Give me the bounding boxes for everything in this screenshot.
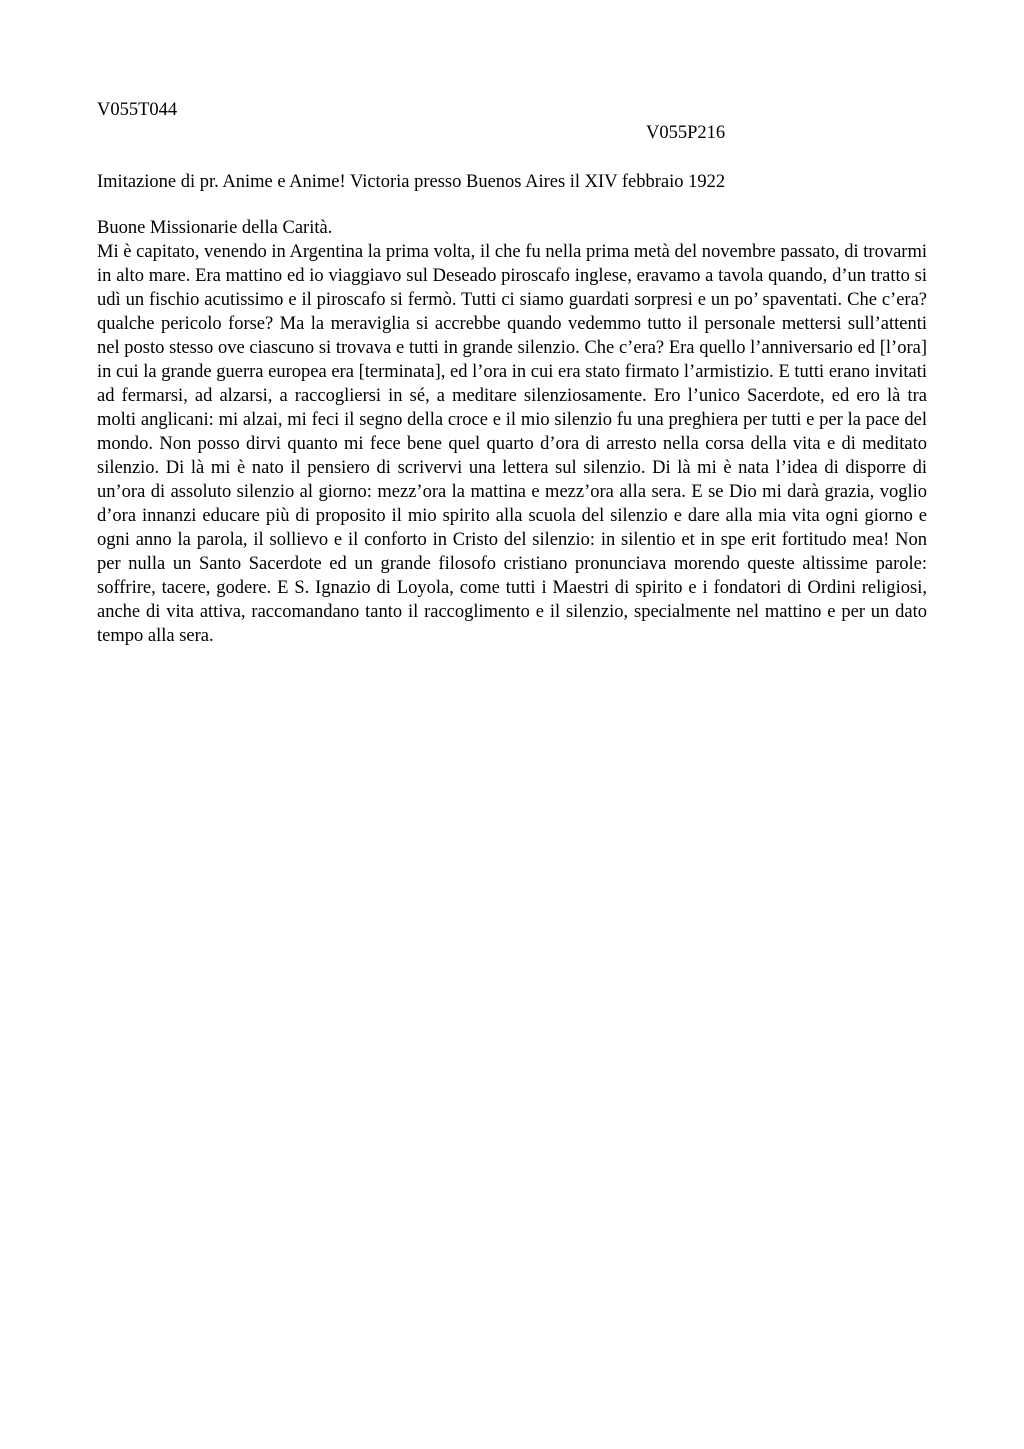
page-code: V055P216 [646, 123, 726, 143]
letter-body-paragraph: Mi è capitato, venendo in Argentina la prima volta, il che fu nella prima metà del novembre passato, di trovarmi in alto mare. Era mattino ed io viaggiavo sul Deseado piroscafo inglese, eravamo a tavola quando, d’un tratto si udì un fischio acutissimo e il piroscafo si fermò. Tutti ci siamo guardati sorpresi e un po’ spaventati. Che c’era? qualche pericolo forse? Ma la meraviglia si accrebbe quando vedemmo tutto il personale mettersi sull’attenti nel posto stesso ove ciascuno si trovava e tutti in grande silenzio. Che c’era? Era quello l’anniversario ed [l’ora] in cui la grande guerra europea era [terminata], ed l’ora in cui era stato firmato l’armistizio. E tutti erano invitati ad fermarsi, ad alzarsi, a raccogliersi in sé, a meditare silenziosamente. Ero l’unico Sacerdote, ed ero là tra molti anglicani: mi alzai, mi feci il segno della croce e il mio silenzio fu una preghiera per tutti e per la pace del mondo. Non posso dirvi quanto mi fece bene quel quarto d’ora di arresto nella corsa della vita e di meditato silenzio. Di là mi è nato il pensiero di scrivervi una lettera sul silenzio. Di là mi è nata l’idea di disporre di un’ora di assoluto silenzio al giorno: mezz’ora la mattina e mezz’ora alla sera. E se Dio mi darà grazia, voglio d’ora innanzi educare più di proposito il mio spirito alla scuola del silenzio e dare alla mia vita ogni giorno e ogni anno la parola, il sollievo e il conforto in Cristo del silenzio: in silentio et in spe erit fortitudo mea! Non per nulla un Santo Sacerdote ed un grande filosofo cristiano pronunciava morendo queste altissime parole: soffrire, tacere, godere. E S. Ignazio di Loyola, come tutti i Maestri di spirito e i fondatori di Ordini religiosi, anche di vita attiva, raccomandano tanto il raccoglimento e il silenzio, specialmente nel mattino e per un dato tempo alla sera. [97, 242, 927, 646]
letter-content [97, 216, 927, 648]
document-code: V055T044 [97, 100, 178, 120]
letter-salutation: Buone Missionarie della Carità. [97, 218, 333, 238]
letter-heading: Imitazione di pr. Anime e Anime! Victoria presso Buenos Aires il XIV febbraio 1922 [97, 172, 726, 192]
